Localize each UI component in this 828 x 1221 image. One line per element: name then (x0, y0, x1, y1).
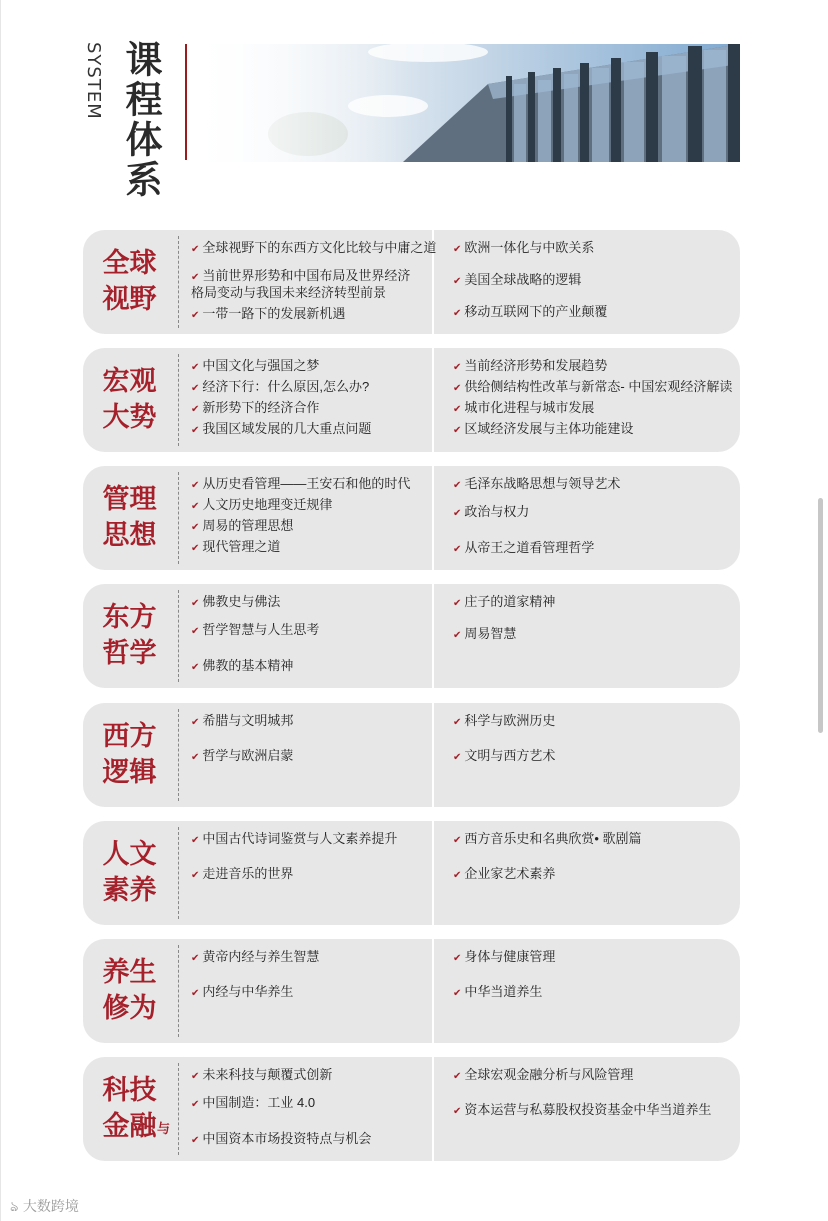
check-icon: ✔ (191, 425, 200, 436)
check-icon: ✔ (191, 244, 200, 255)
course-column-left (191, 348, 429, 452)
course-item-text: 佛教的基本精神 (202, 658, 294, 673)
course-item-text: 全球视野下的东西方文化比较与中庸之道 (202, 240, 437, 255)
check-icon: ✔ (453, 1106, 462, 1117)
building-photo-svg (188, 44, 740, 162)
course-item-text: 人文历史地理变迁规律 (202, 497, 333, 512)
check-icon: ✔ (191, 480, 200, 491)
course-column-right (453, 348, 738, 452)
column-divider (432, 348, 434, 452)
watermark-logo-icon: ঌ (10, 1199, 23, 1215)
course-item-text: 当前世界形势和中国布局及世界经济 (202, 268, 411, 283)
course-item (453, 594, 555, 611)
course-item (191, 748, 293, 765)
course-item (191, 497, 332, 514)
card-title-line: 金融 (102, 1111, 157, 1142)
course-item (453, 272, 581, 289)
card-title (83, 821, 176, 925)
course-card (83, 230, 740, 334)
course-item-text: 毛泽东战略思想与领导艺术 (464, 476, 621, 491)
course-item-text: 一带一路下的发展新机遇 (202, 306, 346, 321)
course-column-right (453, 466, 738, 570)
dashed-divider (178, 827, 179, 919)
course-item-text: 美国全球战略的逻辑 (464, 272, 582, 287)
course-item (191, 240, 436, 257)
course-item-text: 内经与中华养生 (202, 984, 294, 999)
column-divider (432, 821, 434, 925)
card-title-line: 素养 (102, 875, 157, 906)
card-title-suffix: 与 (157, 1122, 171, 1137)
dashed-divider (178, 590, 179, 682)
course-item-text: 资本运营与私募股权投资基金中华当道养生 (464, 1102, 712, 1117)
card-title-line: 东方 (102, 602, 157, 633)
check-icon: ✔ (453, 480, 462, 491)
check-icon: ✔ (453, 404, 462, 415)
card-title-line: 养生 (102, 957, 157, 988)
course-item-text: 欧洲一体化与中欧关系 (464, 240, 595, 255)
card-title-line: 全球 (102, 248, 157, 279)
course-item (191, 518, 293, 535)
check-icon: ✔ (453, 953, 462, 964)
course-column-left (191, 1057, 429, 1161)
title-divider (185, 44, 187, 160)
course-column-left (191, 821, 429, 925)
check-icon: ✔ (191, 310, 200, 321)
course-item (453, 748, 555, 765)
course-item (191, 622, 319, 639)
course-item-text: 全球宏观金融分析与风险管理 (464, 1067, 634, 1082)
column-divider (432, 584, 434, 688)
course-item-text: 周易的管理思想 (202, 518, 294, 533)
check-icon: ✔ (453, 508, 462, 519)
course-item-text: 中国古代诗词鉴赏与人文素养提升 (202, 831, 398, 846)
check-icon: ✔ (191, 522, 200, 533)
card-title (83, 703, 176, 807)
course-item (191, 949, 319, 966)
card-title-line: 人文 (102, 839, 157, 870)
check-icon: ✔ (453, 630, 462, 641)
dashed-divider (178, 709, 179, 801)
check-icon: ✔ (191, 272, 200, 283)
course-item (191, 658, 293, 675)
card-title-line: 修为 (102, 993, 157, 1024)
course-item-text: 供给侧结构性改革与新常态- 中国宏观经济解读 (464, 379, 733, 394)
course-item (191, 1067, 332, 1084)
column-divider (432, 703, 434, 807)
card-title-line: 视野 (102, 284, 157, 315)
course-item (453, 379, 732, 396)
check-icon: ✔ (191, 1099, 200, 1110)
course-column-left (191, 584, 429, 688)
check-icon: ✔ (191, 662, 200, 673)
course-item-text: 新形势下的经济合作 (202, 400, 320, 415)
check-icon: ✔ (191, 870, 200, 881)
course-item (453, 304, 607, 321)
check-icon: ✔ (191, 1135, 200, 1146)
card-title (83, 230, 176, 334)
course-item (191, 984, 293, 1001)
course-item (453, 866, 555, 883)
card-title (83, 348, 176, 452)
course-column-right (453, 939, 738, 1043)
course-item-text: 中国制造：工业 4.0 (202, 1095, 316, 1110)
course-item (453, 713, 555, 730)
course-item-text: 身体与健康管理 (464, 949, 556, 964)
card-title-line: 科技 (102, 1075, 157, 1106)
check-icon: ✔ (191, 501, 200, 512)
course-column-right (453, 703, 738, 807)
course-column-right (453, 230, 738, 334)
course-item-text: 经济下行：什么原因,怎么办? (202, 379, 370, 394)
dashed-divider (178, 236, 179, 328)
card-title (83, 939, 176, 1043)
card-title (83, 466, 176, 570)
course-column-left (191, 466, 429, 570)
course-item (191, 306, 345, 323)
course-column-right (453, 584, 738, 688)
dashed-divider (178, 1063, 179, 1155)
course-item-text: 走进音乐的世界 (202, 866, 294, 881)
course-item-text: 黄帝内经与养生智慧 (202, 949, 320, 964)
course-item-text: 佛教史与佛法 (202, 594, 281, 609)
course-item (191, 866, 293, 883)
course-item (191, 1131, 371, 1148)
course-item-text: 企业家艺术素养 (464, 866, 556, 881)
system-label: SYSTEM (83, 42, 104, 120)
course-card (83, 939, 740, 1043)
course-item-text: 西方音乐史和名典欣赏• 歌剧篇 (464, 831, 642, 846)
course-item-text: 从历史看管理——王安石和他的时代 (202, 476, 411, 491)
check-icon: ✔ (453, 244, 462, 255)
course-item (191, 379, 369, 396)
check-icon: ✔ (191, 404, 200, 415)
card-title-line: 哲学 (102, 638, 157, 669)
check-icon: ✔ (453, 752, 462, 763)
check-icon: ✔ (191, 598, 200, 609)
course-item (453, 476, 620, 493)
course-item-text: 未来科技与颠覆式创新 (202, 1067, 333, 1082)
course-item (191, 539, 280, 556)
card-title-line: 思想 (102, 520, 157, 551)
course-item (191, 831, 397, 848)
course-card (83, 821, 740, 925)
course-item-text: 哲学智慧与人生思考 (202, 622, 320, 637)
check-icon: ✔ (191, 953, 200, 964)
course-item (453, 984, 542, 1001)
check-icon: ✔ (453, 276, 462, 287)
course-item-text: 我国区域发展的几大重点问题 (202, 421, 372, 436)
course-card (83, 348, 740, 452)
course-item-text: 从帝王之道看管理哲学 (464, 540, 595, 555)
watermark (10, 1195, 79, 1219)
course-item (191, 268, 410, 300)
course-item-text: 科学与欧洲历史 (464, 713, 556, 728)
check-icon: ✔ (191, 835, 200, 846)
building-photo (188, 44, 740, 162)
course-item-text: 中国文化与强国之梦 (202, 358, 320, 373)
check-icon: ✔ (191, 717, 200, 728)
course-item-text: 文明与西方艺术 (464, 748, 556, 763)
course-item-text: 庄子的道家精神 (464, 594, 556, 609)
course-item-text: 城市化进程与城市发展 (464, 400, 595, 415)
course-item-text: 区域经济发展与主体功能建设 (464, 421, 634, 436)
dashed-divider (178, 472, 179, 564)
card-title (83, 1057, 176, 1161)
column-divider (432, 1057, 434, 1161)
page-title: 课程体系 (119, 40, 163, 200)
course-item-text: 中国资本市场投资特点与机会 (202, 1131, 372, 1146)
check-icon: ✔ (191, 383, 200, 394)
course-item (453, 949, 555, 966)
check-icon: ✔ (191, 543, 200, 554)
check-icon: ✔ (453, 598, 462, 609)
course-item (191, 594, 280, 611)
course-card (83, 584, 740, 688)
course-item-text: 中华当道养生 (464, 984, 543, 999)
course-item-text: 当前经济形势和发展趋势 (464, 358, 608, 373)
check-icon: ✔ (453, 544, 462, 555)
check-icon: ✔ (453, 835, 462, 846)
course-item (453, 504, 529, 521)
course-item (191, 713, 293, 730)
check-icon: ✔ (453, 308, 462, 319)
card-title-line: 大势 (102, 402, 157, 433)
course-item (191, 358, 319, 375)
course-item-text: 政治与权力 (464, 504, 530, 519)
course-card (83, 1057, 740, 1161)
check-icon: ✔ (191, 988, 200, 999)
course-item (453, 358, 607, 375)
card-title-line: 西方 (102, 721, 157, 752)
check-icon: ✔ (191, 626, 200, 637)
course-item-text: 移动互联网下的产业颠覆 (464, 304, 608, 319)
course-item (453, 240, 594, 257)
course-item (191, 400, 319, 417)
check-icon: ✔ (453, 717, 462, 728)
course-column-right (453, 1057, 738, 1161)
course-item (191, 476, 410, 493)
card-title-line: 管理 (102, 484, 157, 515)
check-icon: ✔ (191, 752, 200, 763)
course-item (453, 831, 642, 848)
course-item-text: 格局变动与我国未来经济转型前景 (191, 285, 387, 300)
course-column-right (453, 821, 738, 925)
check-icon: ✔ (191, 1071, 200, 1082)
course-item (453, 1067, 633, 1084)
check-icon: ✔ (453, 425, 462, 436)
course-card (83, 466, 740, 570)
scrollbar-thumb[interactable] (818, 498, 823, 733)
course-item (453, 1102, 711, 1119)
dashed-divider (178, 354, 179, 446)
watermark-text: 大数跨境 (22, 1199, 79, 1215)
course-item (453, 400, 594, 417)
check-icon: ✔ (191, 362, 200, 373)
course-item (453, 421, 633, 438)
course-item-text: 现代管理之道 (202, 539, 281, 554)
course-item (191, 1095, 315, 1112)
check-icon: ✔ (453, 1071, 462, 1082)
column-divider (432, 939, 434, 1043)
column-divider (432, 466, 434, 570)
course-column-left (191, 703, 429, 807)
check-icon: ✔ (453, 383, 462, 394)
card-title-line: 宏观 (102, 366, 157, 397)
course-card (83, 703, 740, 807)
course-item-text: 周易智慧 (464, 626, 517, 641)
check-icon: ✔ (453, 362, 462, 373)
card-title-line: 逻辑 (102, 757, 157, 788)
dashed-divider (178, 945, 179, 1037)
course-item-text: 希腊与文明城邦 (202, 713, 294, 728)
course-item (453, 540, 594, 557)
course-column-left (191, 230, 437, 334)
check-icon: ✔ (453, 870, 462, 881)
card-title (83, 584, 176, 688)
course-item (453, 626, 516, 643)
course-item-text: 哲学与欧洲启蒙 (202, 748, 294, 763)
check-icon: ✔ (453, 988, 462, 999)
course-item (191, 421, 371, 438)
course-column-left (191, 939, 429, 1043)
